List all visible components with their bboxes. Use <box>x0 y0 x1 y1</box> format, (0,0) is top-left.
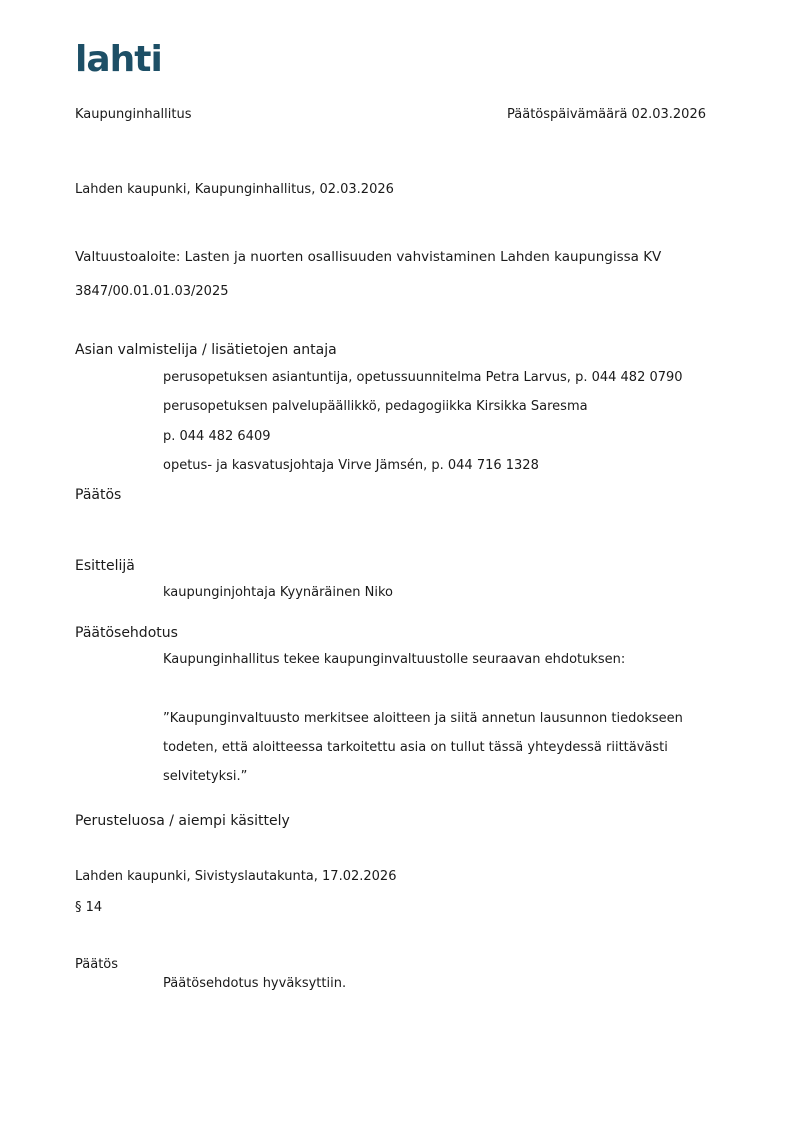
decision-date: Päätöspäivämäärä 02.03.2026 <box>507 107 706 122</box>
presenter-name: kaupunginjohtaja Kyynäräinen Niko <box>163 585 393 600</box>
preparer-line: opetus- ja kasvatusjohtaja Virve Jämsén, p. 044 716 1328 <box>163 458 539 473</box>
prior-meeting-line: Lahden kaupunki, Sivistyslautakunta, 17.02.2026 <box>75 869 397 884</box>
section-number: § 14 <box>75 900 103 915</box>
lahti-logo: lahti <box>75 39 162 80</box>
preparer-line: p. 044 482 6409 <box>163 429 271 444</box>
title-line-1: Valtuustoaloite: Lasten ja nuorten osallisuuden vahvistaminen Lahden kaupungissa KV <box>75 249 662 265</box>
background-heading: Perusteluosa / aiempi käsittely <box>75 813 290 829</box>
proposal-heading: Päätösehdotus <box>75 625 178 641</box>
prior-decision-heading: Päätös <box>75 957 119 972</box>
meeting-line: Lahden kaupunki, Kaupunginhallitus, 02.03.2026 <box>75 182 394 197</box>
prior-decision-text: Päätösehdotus hyväksyttiin. <box>163 976 347 991</box>
preparers-heading: Asian valmistelija / lisätietojen antaja <box>75 342 337 358</box>
decision-heading: Päätös <box>75 487 122 503</box>
presenter-heading: Esittelijä <box>75 558 135 574</box>
preparer-line: perusopetuksen palvelupäällikkö, pedagogiikka Kirsikka Saresma <box>163 399 588 414</box>
proposal-quote-line: ”Kaupunginvaltuusto merkitsee aloitteen ja siitä annetun lausunnon tiedokseen <box>163 711 683 726</box>
proposal-quote-line: selvitetyksi.” <box>163 769 248 784</box>
proposal-intro: Kaupunginhallitus tekee kaupunginvaltuustolle seuraavan ehdotuksen: <box>163 652 626 667</box>
preparer-line: perusopetuksen asiantuntija, opetussuunnitelma Petra Larvus, p. 044 482 0790 <box>163 370 683 385</box>
proposal-quote-line: todeten, että aloitteessa tarkoitettu asia on tullut tässä yhteydessä riittävästi <box>163 740 668 755</box>
title-line-2: 3847/00.01.01.03/2025 <box>75 284 229 299</box>
organ-name: Kaupunginhallitus <box>75 107 192 122</box>
